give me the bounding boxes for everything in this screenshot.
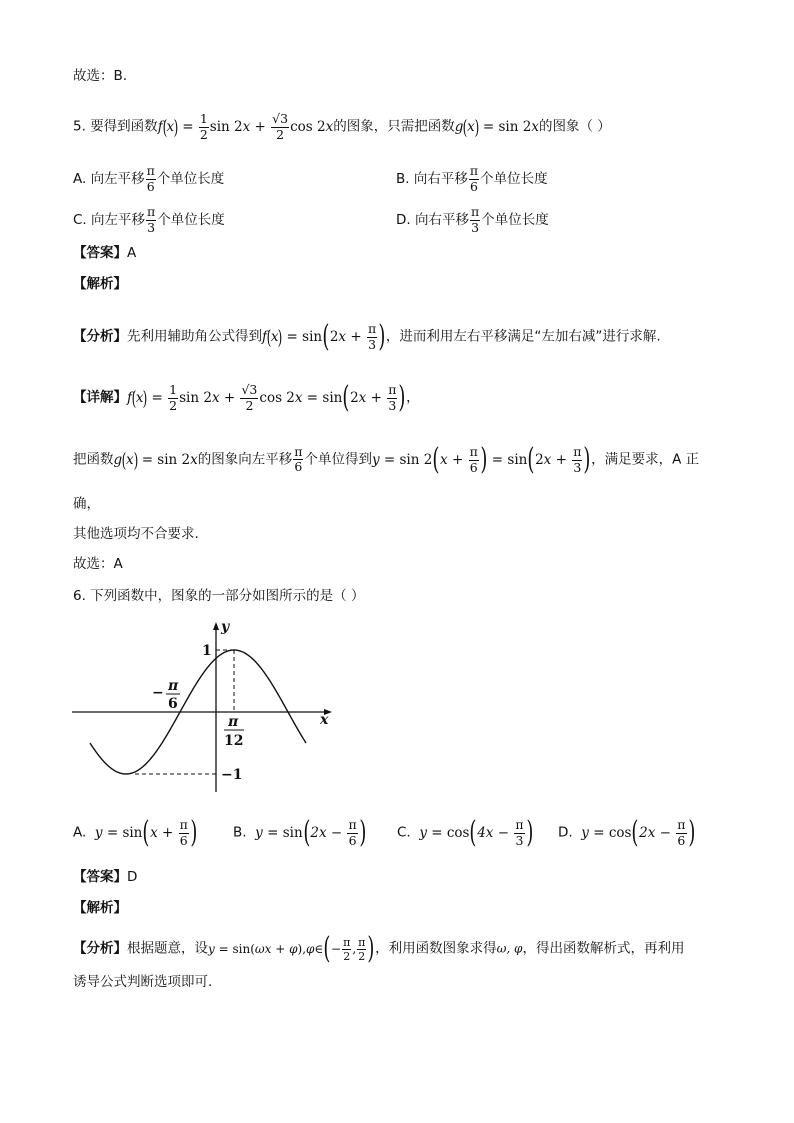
q6-option-a-den: 6	[179, 832, 188, 848]
tick-x-pos-den: 12	[224, 733, 244, 749]
y-axis-arrow	[213, 622, 219, 630]
q5-option-c-post: 个单位长度	[157, 212, 225, 228]
q5-xiangjie: 【详解】f(x) = $\frac{1}{2}$ sin 2x + $\frac{√3}{2}$ cos 2x = sin(2x + $\frac{\pi}{3}$ )，	[73, 380, 420, 415]
q5-option-c-den: 3	[147, 219, 156, 235]
q5-detail-mid2: 个单位得到	[304, 451, 372, 468]
q6-answer	[73, 867, 137, 887]
q5-option-b-num: π	[469, 163, 479, 178]
q6-option-b-inner: 2x	[310, 824, 327, 841]
q6-option-b-label: B.	[233, 824, 247, 841]
q5-option-a-den: 6	[146, 178, 155, 194]
q5-xiangjie-formula: f(x) = $\frac{1}{2}$ sin 2x + $\frac{√3}{2}$ cos 2x = sin(2x + $\frac{\pi}{3}$ )	[127, 380, 406, 415]
q5-detail-mid: 的图象向左平移	[197, 451, 293, 468]
q6-option-d-sign: −	[659, 824, 671, 841]
q6-option-d-den: 6	[677, 832, 686, 848]
q5-text-post: 的图象（ ）	[538, 118, 611, 135]
q6-option-a-num: π	[179, 817, 188, 832]
q6-fenxi-pre: 根据题意，设	[127, 940, 208, 957]
tick-y-1: 1	[202, 643, 212, 659]
q5-fenxi-pre: 先利用辅助角公式得到	[127, 328, 262, 345]
q5-option-a-pre: 向左平移	[90, 171, 145, 187]
q5-analysis-tag-text: 【解析】	[73, 276, 127, 292]
q6-number: 6.	[73, 588, 86, 604]
q6-option-c-den: 3	[515, 832, 524, 848]
sine-graph	[70, 614, 340, 796]
q5-xiangjie-tag: 【详解】	[73, 389, 127, 406]
q5-fenxi	[73, 319, 661, 354]
q5-fenxi-post: ，进而利用左右平移满足“左加右减”进行求解.	[385, 328, 661, 345]
q5-option-a	[73, 165, 224, 193]
tick-x-neg-den: 6	[168, 696, 178, 712]
q5-option-d-den: 3	[471, 219, 480, 235]
prev-answer: 故选：B.	[73, 68, 128, 84]
q6-analysis-tag-text: 【解析】	[73, 900, 127, 916]
q5-fenxi-tag: 【分析】	[73, 328, 127, 345]
q5-option-c-label: C.	[73, 212, 87, 228]
q5-detail-line3: 确，	[73, 496, 100, 512]
q5-detail-line2: 把函数g(x) = sin 2x的图象向左平移 $\frac{\pi}{6}$ 个单位得到y = sin 2(x + $\frac{\pi}{6}$ ) = sin(2x + $\frac{\pi}{3}$ )，满足要求，A 正	[73, 442, 700, 477]
q5-detail-result: y = sin 2(x + $\frac{\pi}{6}$ ) = sin(2x + $\frac{\pi}{3}$ )	[371, 442, 591, 477]
q5-option-d-post: 个单位长度	[481, 212, 549, 228]
q6-option-b-num: π	[348, 817, 357, 832]
q5-option-c	[73, 206, 225, 234]
q5-g-formula: g(x) = sin 2x	[454, 115, 539, 139]
q6-text: 下列函数中，图象的一部分如图所示的是（ ）	[90, 588, 365, 604]
q5-option-c-num: π	[147, 204, 156, 219]
q5-detail-line4: 其他选项均不合要求.	[73, 526, 199, 542]
q6-option-c-func: cos	[446, 824, 470, 841]
q5-option-d-label: D.	[396, 212, 411, 228]
q5-answer-value: A	[127, 245, 137, 261]
q5-stem	[73, 113, 611, 141]
q5-option-b-post: 个单位长度	[480, 171, 548, 187]
q5-detail-g: g(x) = sin 2x	[113, 448, 198, 472]
q6-fenxi-vars: ω, φ	[496, 941, 523, 956]
q6-option-b: B. y = sin(2x − $\frac{\pi}{6}$ )	[233, 815, 367, 850]
q6-option-a-func: sin	[122, 824, 143, 841]
x-axis-label: x	[320, 712, 329, 728]
q6-option-c-label: C.	[397, 824, 411, 841]
q6-fenxi-mid: ，利用函数图象求得	[375, 940, 497, 957]
q5-option-d-num: π	[470, 204, 480, 219]
q6-option-b-sign: −	[330, 824, 343, 841]
tick-x-neg-num: π	[168, 678, 179, 694]
y-axis-label: y	[221, 619, 230, 635]
q6-answer-value: D	[127, 869, 138, 885]
q6-option-c: C. y = cos(4x − $\frac{\pi}{3}$ )	[397, 815, 533, 850]
q6-fenxi-formula: y = sin(ωx + φ),φ∈(− $\frac{\pi}{2}$ , $\frac{\pi}{2}$ )	[208, 931, 375, 966]
q5-text-mid: 的图象，只需把函数	[333, 118, 455, 135]
q5-option-b	[396, 165, 548, 193]
q6-option-a-sign: +	[162, 824, 174, 841]
q6-answer-tag: 【答案】	[73, 869, 127, 885]
q5-detail-post: ，满足要求，A 正	[591, 451, 700, 468]
q5-fenxi-formula: f(x) = sin(2x + $\frac{\pi}{3}$ )	[262, 319, 386, 354]
q5-number: 5.	[73, 118, 86, 135]
q6-analysis-tag	[73, 898, 127, 918]
tick-x-pos-num: π	[228, 714, 239, 730]
q5-text-pre: 要得到函数	[90, 118, 158, 135]
q5-option-d	[396, 206, 549, 234]
q6-option-d-func: cos	[608, 824, 632, 841]
q5-answer	[73, 243, 136, 263]
q5-final: 故选：A	[73, 556, 123, 572]
q6-option-a-inner: x	[150, 824, 158, 841]
q6-option-b-den: 6	[348, 832, 357, 848]
q5-option-b-den: 6	[469, 178, 478, 194]
q6-option-b-func: sin	[282, 824, 303, 841]
q6-option-a: A. y = sin(x + $\frac{\pi}{6}$ )	[73, 815, 198, 850]
q5-analysis-tag	[73, 274, 127, 294]
q6-stem	[73, 586, 364, 606]
q6-fenxi-line2: 诱导公式判断选项即可.	[73, 974, 213, 990]
q6-fenxi	[73, 931, 685, 966]
q6-option-c-inner: 4x	[477, 824, 494, 841]
q6-option-d-num: π	[677, 817, 686, 832]
q5-option-a-post: 个单位长度	[156, 171, 225, 187]
q6-option-d-inner: 2x	[639, 824, 656, 841]
q5-option-c-pre: 向左平移	[91, 212, 146, 228]
q6-fenxi-post: ，得出函数解析式，再利用	[522, 940, 685, 957]
q5-option-a-label: A.	[73, 171, 87, 187]
q6-option-c-sign: −	[497, 824, 510, 841]
q6-option-c-num: π	[515, 817, 524, 832]
q5-option-d-pre: 向右平移	[414, 212, 469, 228]
q5-option-b-pre: 向右平移	[413, 171, 468, 187]
q5-option-a-num: π	[146, 163, 155, 178]
q6-fenxi-tag: 【分析】	[73, 940, 127, 957]
q6-option-d-label: D.	[558, 824, 573, 841]
tick-y-minus-1: −1	[221, 767, 243, 783]
q6-option-a-label: A.	[73, 824, 87, 841]
q5-f-formula: f(x) = $\frac{1}{2}$ sin 2x + $\frac{√3}{2}$ cos 2x	[157, 111, 334, 142]
q5-option-b-label: B.	[396, 171, 410, 187]
tick-x-neg-sign: −	[152, 685, 164, 701]
q6-option-d: D. y = cos(2x − $\frac{\pi}{6}$ )	[558, 815, 695, 850]
q5-answer-tag: 【答案】	[73, 245, 127, 261]
q5-detail-pre: 把函数	[73, 451, 114, 468]
